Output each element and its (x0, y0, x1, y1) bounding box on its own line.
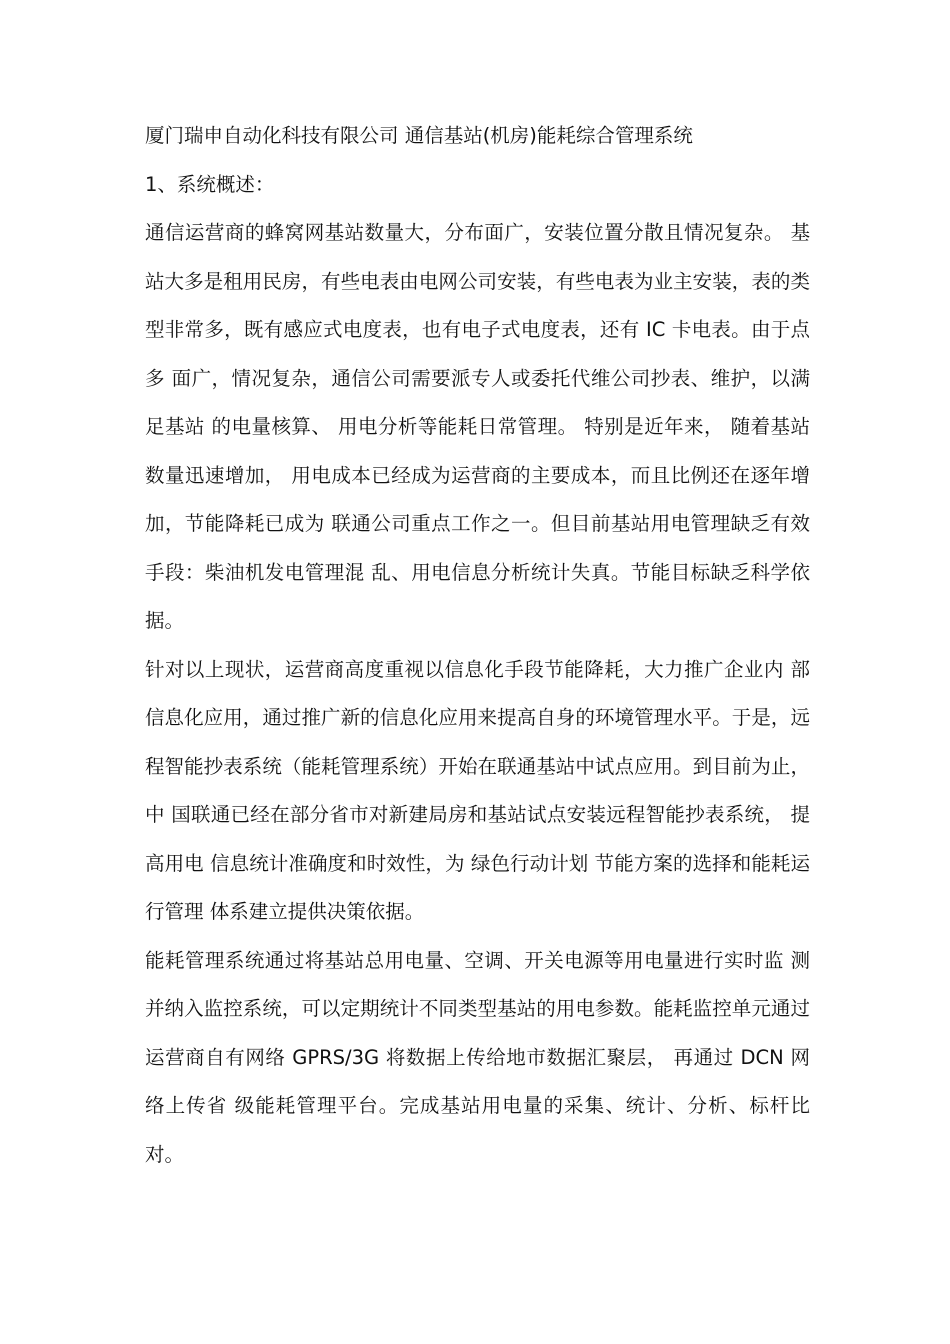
paragraph-system-function: 能耗管理系统通过将基站总用电量、空调、开关电源等用电量进行实时监 测并纳入监控系统，可以定期统计不同类型基站的用电参数。能耗监控单元通过 运营商自有网络 GPRS/3G 将数据上传给地市数据汇聚层， 再通过 DCN 网络上传省 级能耗管理平台。完成基站用电量的采集、统计、分析、标杆比对。 (145, 948, 810, 1166)
section-heading: 1、系统概述： (145, 172, 275, 196)
document-page (145, 112, 810, 1179)
paragraph-current-situation: 针对以上现状，运营商高度重视以信息化手段节能降耗，大力推广企业内 部信息化应用，通过推广新的信息化应用来提高自身的环境管理水平。于是，远 程智能抄表系统（能耗管理系统）开始在联通基站中试点应用。到目前为止，中 国联通已经在部分省市对新建局房和基站试点安装远程智能抄表系统， 提高用电 信息统计准确度和时效性，为 绿色行动计划 节能方案的选择和能耗运行管理 体系建立提供决策依据。 (145, 657, 810, 923)
paragraph-overview: 通信运营商的蜂窝网基站数量大，分布面广，安装位置分散且情况复杂。 基站大多是租用民房，有些电表由电网公司安装，有些电表为业主安装，表的类 型非常多，既有感应式电度表，也有电子式电度表，还有 IC 卡电表。由于点多 面广，情况复杂，通信公司需要派专人或委托代维公司抄表、维护，以满足基站 的电量核算、 用电分析等能耗日常管理。 特别是近年来， 随着基站数量迅速增加， 用电成本已经成为运营商的主要成本，而且比例还在逐年增加，节能降耗已成为 联通公司重点工作之一。但目前基站用电管理缺乏有效手段：柴油机发电管理混 乱、用电信息分析统计失真。节能目标缺乏科学依据。 (145, 221, 810, 632)
document-title: 厦门瑞申自动化科技有限公司 通信基站(机房)能耗综合管理系统 (145, 124, 693, 147)
